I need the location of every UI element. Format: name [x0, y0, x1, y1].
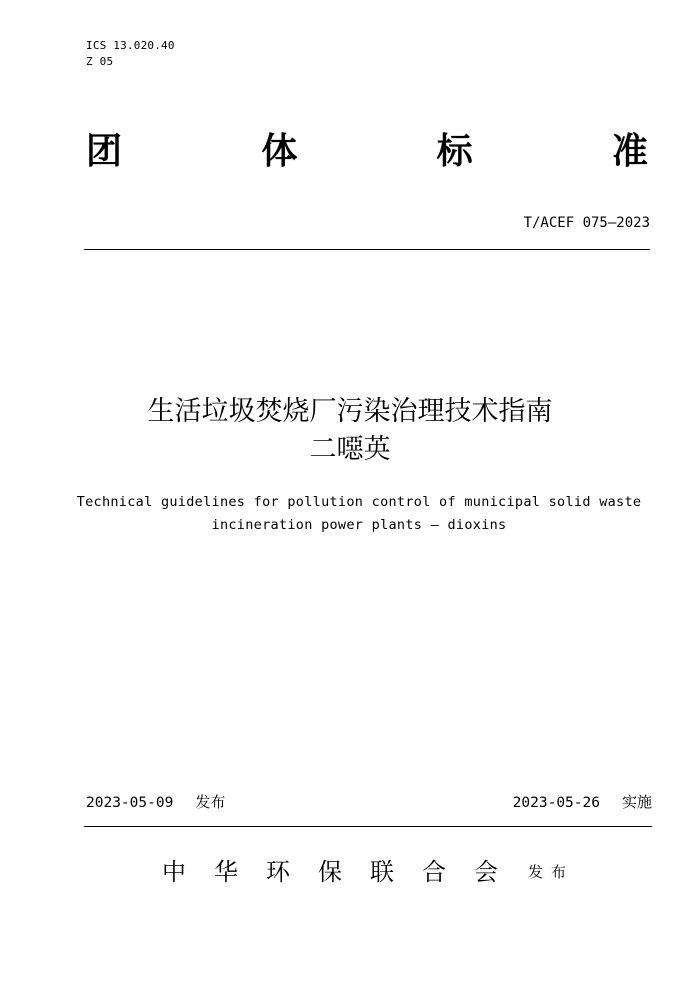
english-title-line-2: incineration power plants — dioxins — [211, 517, 507, 533]
english-title-line-1: Technical guidelines for pollution control of municipal solid waste — [76, 494, 642, 510]
publisher-line — [162, 855, 574, 889]
standard-type-char-1: 团 — [86, 131, 123, 172]
standard-number: T/ACEF 075—2023 — [523, 215, 650, 231]
chinese-title-line-2: 二噁英 — [309, 434, 391, 465]
top-divider — [84, 249, 650, 250]
bottom-divider — [84, 826, 652, 827]
english-title — [0, 491, 700, 537]
ccs-code: Z 05 — [86, 55, 114, 68]
issue-label: 发布 — [195, 793, 226, 811]
publisher-name: 中华环保联合会 — [162, 858, 526, 886]
implement-date: 2023-05-26 — [512, 795, 600, 811]
chinese-title — [0, 393, 700, 469]
publisher-suffix: 发布 — [528, 863, 575, 881]
issue-date: 2023-05-09 — [86, 795, 174, 811]
issue-date-group — [86, 792, 225, 813]
standard-type-char-4: 准 — [611, 131, 648, 172]
chinese-title-line-1: 生活垃圾焚烧厂污染治理技术指南 — [147, 396, 553, 427]
standard-type-char-2: 体 — [261, 131, 298, 172]
date-row — [86, 792, 652, 812]
standard-type-char-3: 标 — [436, 131, 473, 172]
standard-type-heading — [86, 128, 648, 176]
ics-code: ICS 13.020.40 — [86, 39, 175, 52]
implement-date-group — [513, 792, 652, 813]
implement-label: 实施 — [621, 793, 652, 811]
classification-codes — [86, 38, 175, 70]
